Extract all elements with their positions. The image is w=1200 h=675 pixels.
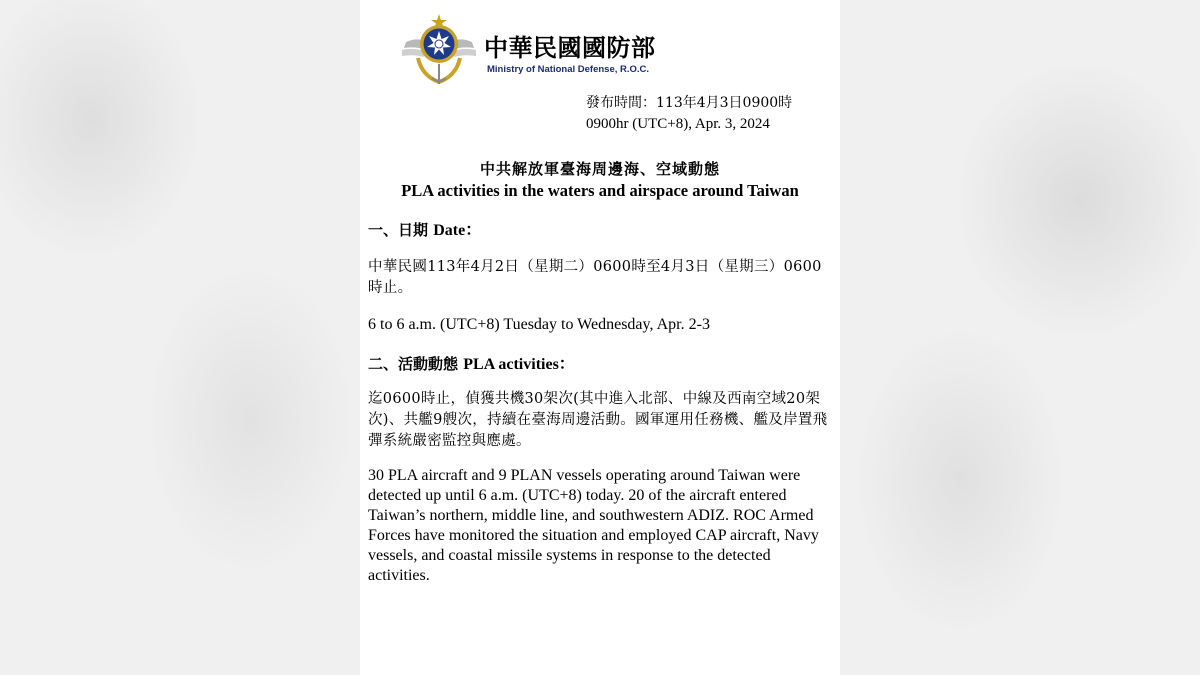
org-name-en: Ministry of National Defense, R.O.C. [487, 64, 650, 75]
title-en: PLA activities in the waters and airspace around Taiwan [401, 181, 799, 200]
section-activities-body-zh: 迄0600時止，偵獲共機30架次(其中進入北部、中線及西南空域20架次)、共艦9艘次，持續在臺海周邊活動。國軍運用任務機、艦及岸置飛彈系統嚴密監控與應處。 [368, 391, 828, 449]
section-activities-body-en: 30 PLA aircraft and 9 PLAN vessels operating around Taiwan were detected up until 6 a.m. (UTC+8) today. 20 of the aircraft entered Taiwan’s northern, middle line, and southwestern ADIZ. ROC Armed Forces have monitored the situation and employed CAP aircraft, Navy vessels, and coastal missile systems in response to the detected activities. [368, 467, 819, 584]
release-time-en: 0900hr (UTC+8), Apr. 3, 2024 [586, 116, 770, 132]
document-title [360, 158, 840, 202]
section-activities-heading-zh: 二、活動動態 [368, 355, 459, 373]
org-name-zh: 中華民國國防部 [484, 34, 656, 62]
section-activities-heading-en: PLA activities： [463, 356, 575, 373]
section-date-heading [368, 217, 834, 240]
press-release-document [360, 0, 840, 675]
ministry-logo [396, 14, 666, 86]
release-time-zh: 發布時間：113年4月3日0900時 [586, 95, 793, 111]
section-date-heading-zh: 一、日期 [368, 221, 429, 239]
section-date-body-zh: 中華民國113年4月2日（星期二）0600時至4月3日（星期三）0600時止。 [368, 259, 822, 296]
release-time [586, 93, 792, 135]
mnd-emblem-icon [396, 14, 482, 86]
section-activities-heading [368, 351, 834, 374]
title-zh: 中共解放軍臺海周邊海、空域動態 [479, 160, 720, 178]
section-date-body-en: 6 to 6 a.m. (UTC+8) Tuesday to Wednesday, Apr. 2-3 [368, 316, 710, 333]
section-date-heading-en: Date： [433, 222, 482, 239]
